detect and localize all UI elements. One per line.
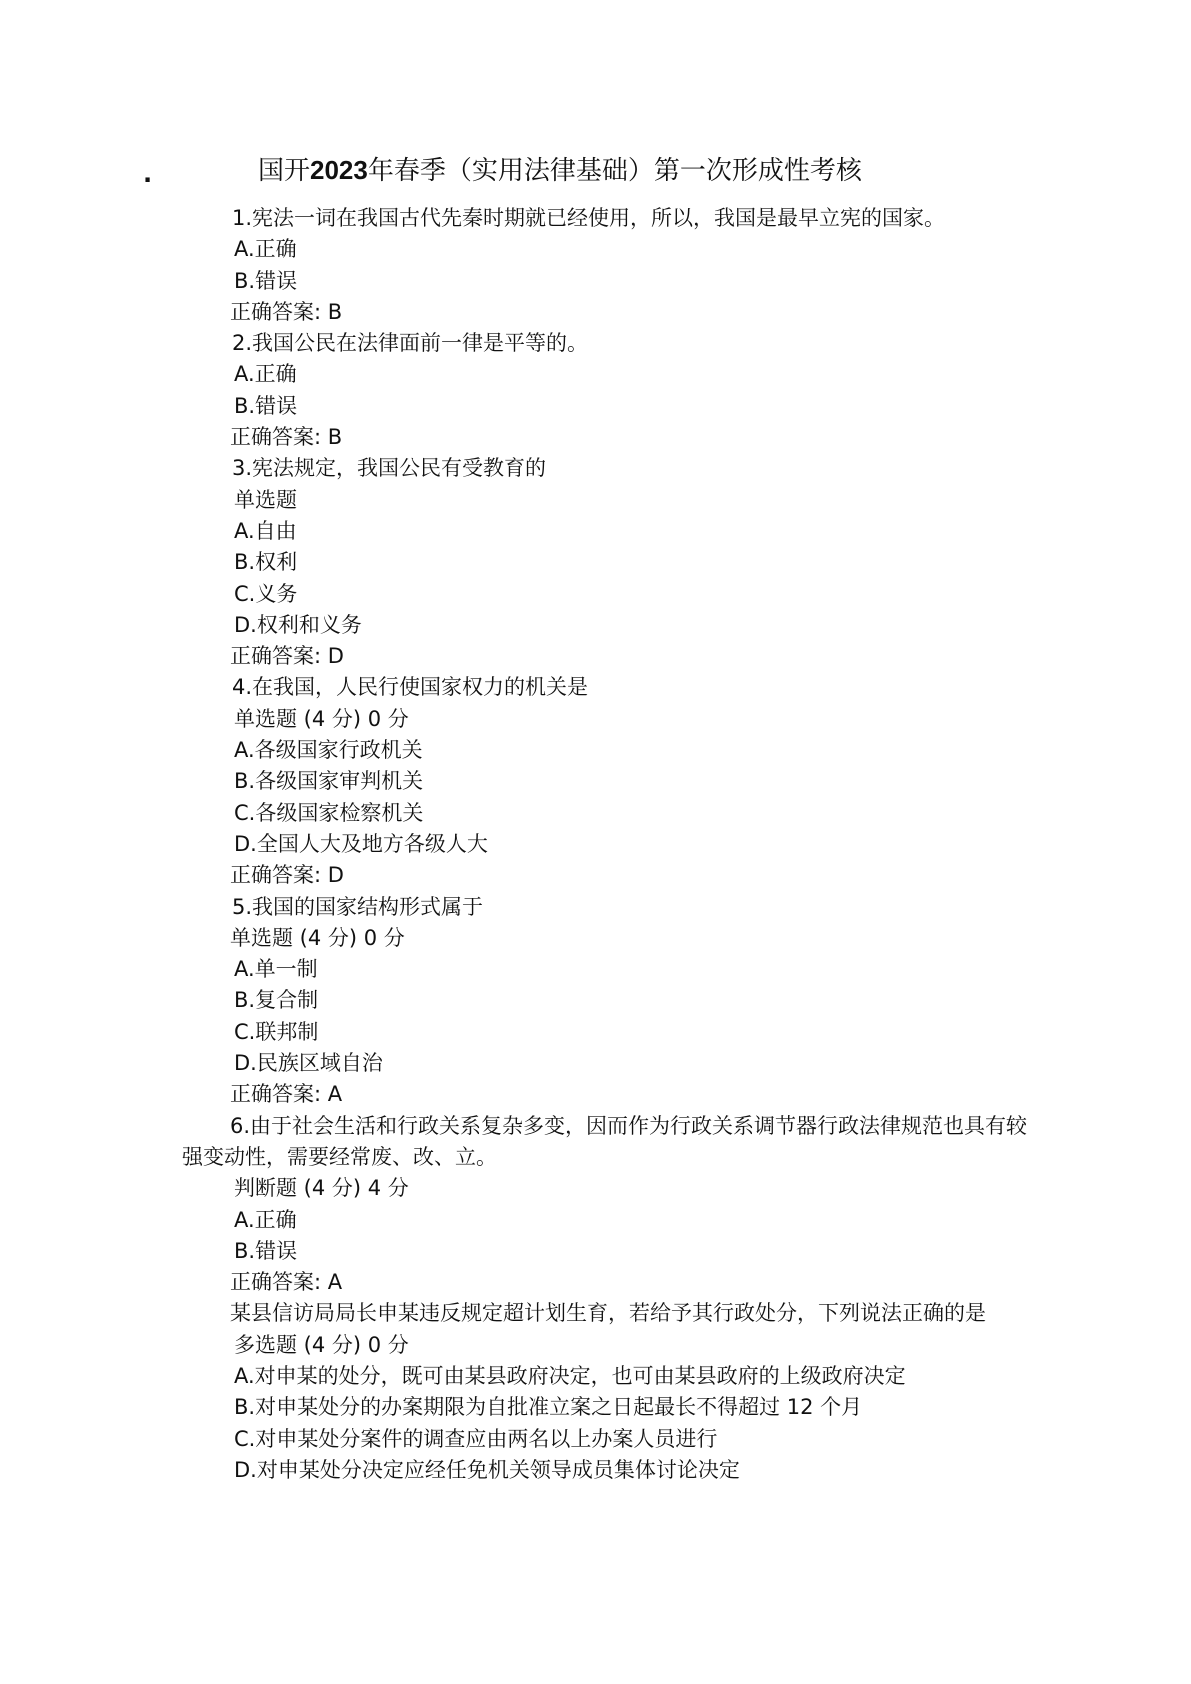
- answer-option: A.单一制: [234, 957, 318, 982]
- answer-option: D.民族区域自治: [234, 1051, 383, 1076]
- answer-option: A.自由: [234, 518, 297, 543]
- question-text: 3.宪法规定，我国公民有受教育的: [232, 456, 547, 481]
- answer-option: D.全国人大及地方各级人大: [234, 831, 488, 856]
- correct-answer: 正确答案: D: [230, 863, 344, 888]
- question-type: 判断题 (4 分) 4 分: [234, 1176, 409, 1201]
- answer-option: C.各级国家检察机关: [234, 800, 424, 825]
- answer-option: A.各级国家行政机关: [234, 738, 423, 763]
- answer-option: C.对申某处分案件的调查应由两名以上办案人员进行: [234, 1426, 718, 1451]
- answer-option: A.正确: [234, 1207, 297, 1232]
- question-type: 单选题 (4 分) 0 分: [230, 925, 405, 950]
- bullet-mark: .: [143, 160, 153, 188]
- title-year: 2023: [310, 155, 368, 185]
- question-text: 6.由于社会生活和行政关系复杂多变，因而作为行政关系调节器行政法律规范也具有较强变动性，需要经常废、改、立。: [182, 1113, 1028, 1169]
- question-text: 2.我国公民在法律面前一律是平等的。: [232, 331, 589, 356]
- answer-option: C.联邦制: [234, 1019, 319, 1044]
- question-text: 4.在我国，人民行使国家权力的机关是: [232, 675, 589, 700]
- answer-option: B.对申某处分的办案期限为自批准立案之日起最长不得超过 12 个月: [234, 1395, 863, 1420]
- answer-option: A.正确: [234, 362, 297, 387]
- question-text: 某县信访局局长申某违反规定超计划生育，若给予其行政处分，下列说法正确的是: [230, 1301, 986, 1326]
- title-prefix: 国开: [258, 156, 311, 186]
- question-type: 多选题 (4 分) 0 分: [234, 1332, 409, 1357]
- question-type: 单选题 (4 分) 0 分: [234, 706, 409, 731]
- page-title: [258, 150, 862, 191]
- correct-answer: 正确答案: A: [230, 1270, 343, 1295]
- question-text: 1.宪法一词在我国古代先秦时期就已经使用，所以，我国是最早立宪的国家。: [232, 206, 946, 230]
- answer-option: C.义务: [234, 581, 298, 606]
- question-text: 5.我国的国家结构形式属于: [232, 894, 484, 919]
- answer-option: B.权利: [234, 550, 298, 575]
- answer-option: A.对申某的处分，既可由某县政府决定，也可由某县政府的上级政府决定: [234, 1363, 906, 1388]
- question-list: [182, 203, 1032, 1486]
- correct-answer: 正确答案: D: [230, 644, 344, 669]
- title-suffix: 年春季（实用法律基础）第一次形成性考核: [367, 156, 862, 186]
- correct-answer: 正确答案: B: [230, 425, 343, 450]
- answer-option: B.错误: [234, 1238, 298, 1263]
- answer-option: B.各级国家审判机关: [234, 769, 424, 794]
- answer-option: D.权利和义务: [234, 612, 362, 637]
- answer-option: A.正确: [234, 237, 297, 262]
- answer-option: B.错误: [234, 268, 298, 293]
- answer-option: D.对申某处分决定应经任免机关领导成员集体讨论决定: [234, 1457, 740, 1482]
- answer-option: B.复合制: [234, 988, 319, 1013]
- answer-option: B.错误: [234, 393, 298, 418]
- question-type: 单选题: [234, 487, 297, 512]
- correct-answer: 正确答案: B: [230, 299, 343, 324]
- correct-answer: 正确答案: A: [230, 1082, 343, 1107]
